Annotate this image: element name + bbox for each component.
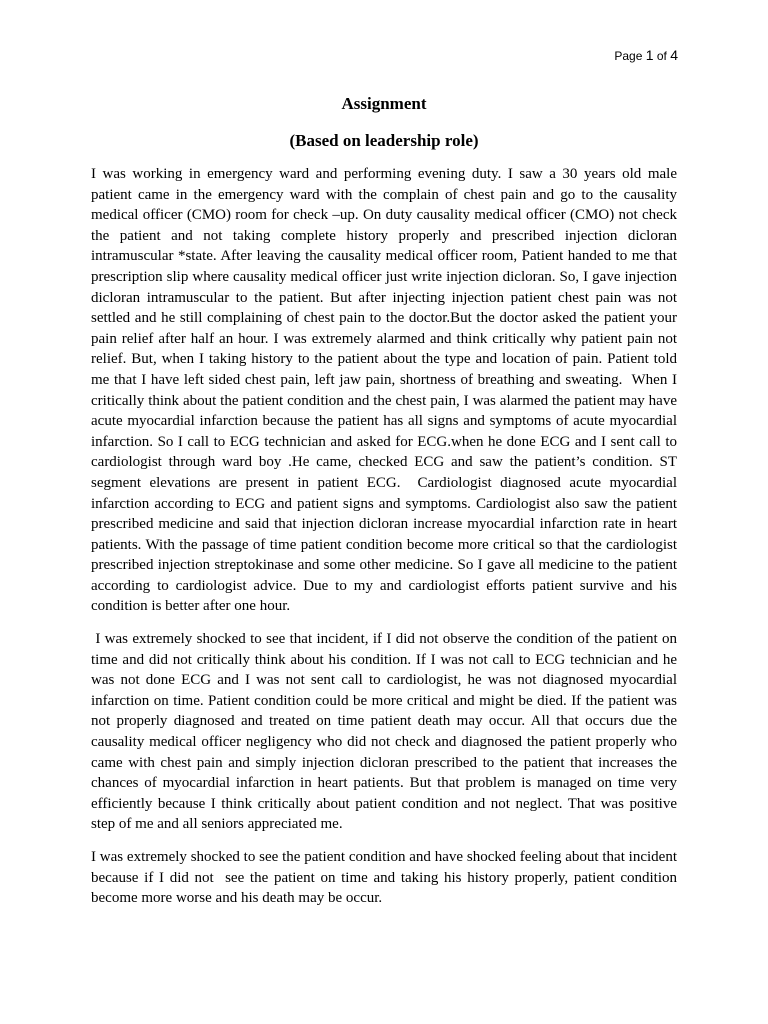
page-prefix: Page	[614, 49, 646, 63]
total-pages-number: 4	[670, 47, 678, 63]
paragraph-3: I was extremely shocked to see the patient condition and have shocked feeling about that incident because if I did not see the patient on time and taking his history properly, patient condition become more worse and his death may be occur.	[91, 849, 681, 907]
page-separator: of	[653, 49, 671, 63]
document-subtitle: (Based on leadership role)	[289, 131, 479, 150]
paragraph-2: I was extremely shocked to see that incident, if I did not observe the condition of the patient on time and did not critically think about his condition. If I was not call to ECG technician and he was not done ECG and I was not sent call to cardiologist, he was not diagnosed myocardial infarction on time. Patient condition could be more critical and might be died. If the patient was not properly diagnosed and treated on time patient death may occur. All that occurs due the causality medical officer negligency who did not check and diagnosed the patient properly who came with chest pain and simply injection dicloran prescribed to the patient that increases the chances of myocardial infarction in heart patients. But that problem is managed on time very efficiently because I think critically about patient condition and not neglect. That was positive step of me and all seniors appreciated me.	[91, 631, 681, 833]
current-page-number: 1	[645, 47, 654, 63]
document-body	[91, 164, 681, 921]
document-title: Assignment	[341, 94, 427, 113]
page-number	[614, 47, 678, 64]
paragraph-1: I was working in emergency ward and performing evening duty. I saw a 30 years old male patient came in the emergency ward with the complain of chest pain and go to the causality medical officer (CMO) room for check –up. On duty causality medical officer (CMO) not check the patient and not taking complete history properly and prescribed injection dicloran intramuscular *state. After leaving the causality medical officer room, Patient handed to me that prescription slip where causality medical officer just write injection dicloran. So, I gave injection dicloran intramuscular to the patient. But after injecting injection patient chest pain was not settled and he still complaining of chest pain to the doctor.But the doctor asked the patient your pain relief after half an hour. I was extremely alarmed and think critically why patient pain not relief. But, when I taking history to the patient about the type and location of pain. Patient told me that I have left sided chest pain, left jaw pain, shortness of breathing and sweating. When I critically think about the patient condition and the chest pain, I was alarmed the patient may have acute myocardial infarction because the patient has all signs and symptoms of acute myocardial infarction. So I call to ECG technician and asked for ECG.when he done ECG and I sent call to cardiologist through ward boy .He came, checked ECG and saw the patient’s condition. ST segment elevations are present in patient ECG. Cardiologist diagnosed acute myocardial infarction according to ECG and patient signs and symptoms. Cardiologist also saw the patient prescribed medicine and said that injection dicloran increase myocardial infarction rate in heart patients. With the passage of time patient condition become more critical so that the cardiologist prescribed injection streptokinase and some other medicine. So I gave all medicine to the patient according to cardiologist advice. Due to my and cardiologist efforts patient survive and his condition is better after one hour.	[91, 166, 681, 615]
